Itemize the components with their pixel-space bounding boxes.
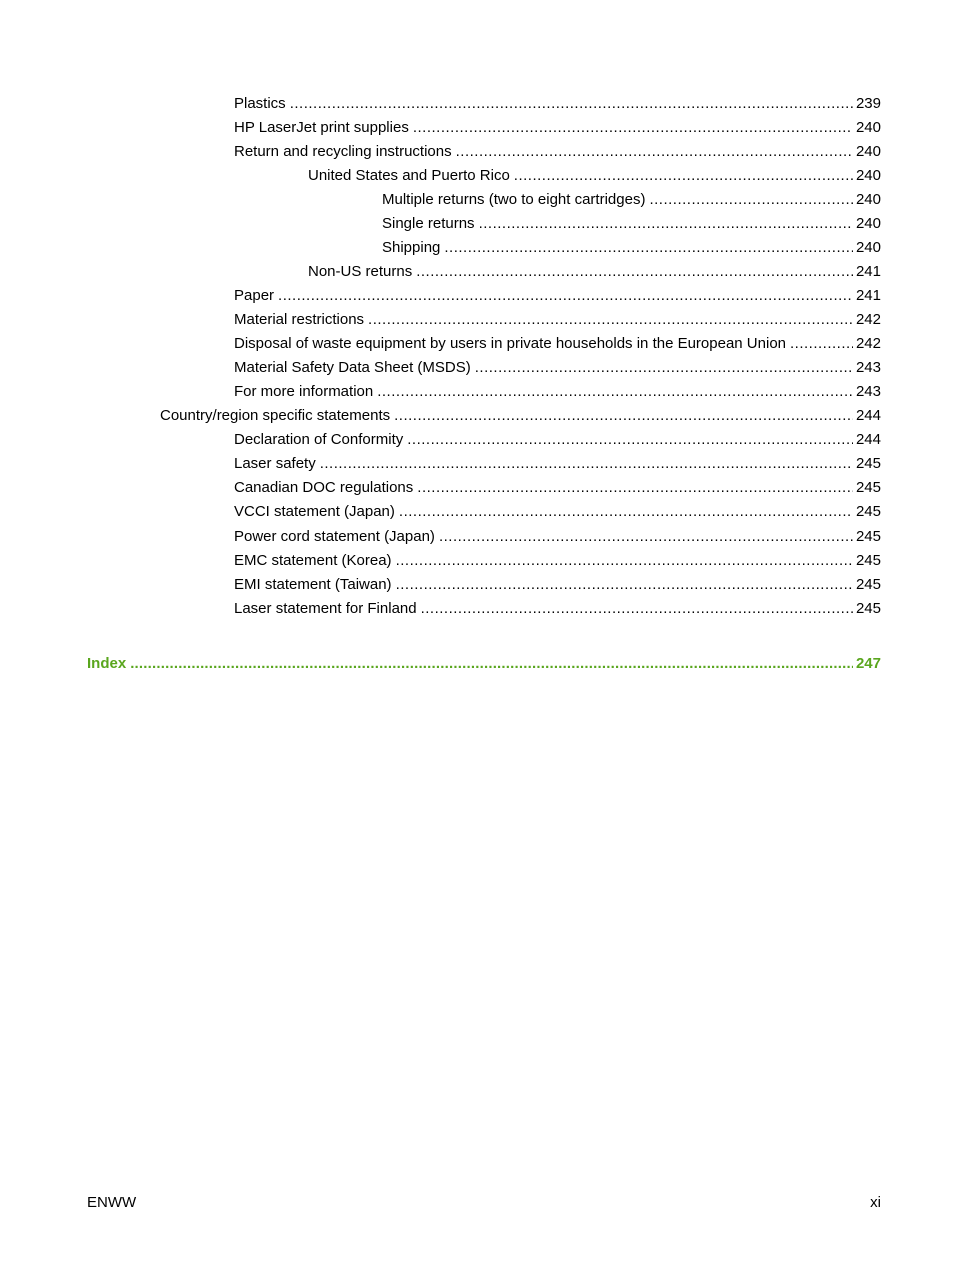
toc-entry[interactable] bbox=[234, 358, 881, 378]
toc-entry[interactable] bbox=[234, 527, 881, 547]
toc-entry-title: Index bbox=[87, 655, 127, 672]
dot-leader bbox=[396, 575, 853, 595]
toc-entry-page: 240 bbox=[855, 143, 881, 160]
dot-leader bbox=[368, 310, 853, 330]
toc-entry-title: Laser statement for Finland bbox=[234, 600, 417, 617]
toc-entry-page: 240 bbox=[855, 239, 881, 256]
toc-entry-title: Power cord statement (Japan) bbox=[234, 528, 435, 545]
toc-entry-page: 240 bbox=[855, 167, 881, 184]
toc-entry-page: 245 bbox=[855, 528, 881, 545]
dot-leader bbox=[456, 142, 853, 162]
toc-entry-title: Return and recycling instructions bbox=[234, 143, 452, 160]
toc-entry-page: 243 bbox=[855, 383, 881, 400]
toc-entry-page: 245 bbox=[855, 552, 881, 569]
toc-entry-title: Laser safety bbox=[234, 455, 316, 472]
toc-entry-title: Disposal of waste equipment by users in private households in the European Union bbox=[234, 335, 786, 352]
dot-leader bbox=[417, 478, 853, 498]
toc-entry-page: 240 bbox=[855, 215, 881, 232]
dot-leader bbox=[479, 214, 853, 234]
toc-entry[interactable] bbox=[234, 478, 881, 498]
toc-entry-title: For more information bbox=[234, 383, 374, 400]
toc-entry[interactable] bbox=[160, 406, 881, 426]
toc-entry-page: 245 bbox=[855, 600, 881, 617]
toc-entry-title: EMI statement (Taiwan) bbox=[234, 576, 392, 593]
footer-page-number: xi bbox=[870, 1194, 881, 1211]
toc-entry-title: Non-US returns bbox=[308, 263, 413, 280]
toc-entry-title: Plastics bbox=[234, 95, 286, 112]
dot-leader bbox=[290, 94, 853, 114]
toc-entry[interactable] bbox=[382, 190, 881, 210]
dot-leader bbox=[475, 358, 853, 378]
dot-leader bbox=[320, 454, 853, 474]
toc-entry-page: 241 bbox=[855, 263, 881, 280]
dot-leader bbox=[394, 406, 853, 426]
dot-leader bbox=[413, 118, 853, 138]
toc-entry-page: 245 bbox=[855, 576, 881, 593]
toc-entry-title: United States and Puerto Rico bbox=[308, 167, 510, 184]
toc-entry[interactable] bbox=[234, 118, 881, 138]
dot-leader bbox=[130, 654, 853, 674]
toc-entry[interactable] bbox=[234, 454, 881, 474]
dot-leader bbox=[396, 551, 853, 571]
toc-entry-title: Material restrictions bbox=[234, 311, 365, 328]
toc-entry-page: 243 bbox=[855, 359, 881, 376]
toc-entry[interactable] bbox=[234, 94, 881, 114]
toc-entry-title: Country/region specific statements bbox=[160, 407, 391, 424]
toc-entry[interactable] bbox=[308, 262, 881, 282]
toc-entry[interactable] bbox=[234, 286, 881, 306]
dot-leader bbox=[439, 527, 853, 547]
dot-leader bbox=[416, 262, 853, 282]
dot-leader bbox=[377, 382, 853, 402]
dot-leader bbox=[407, 430, 853, 450]
toc-entry-page: 242 bbox=[855, 335, 881, 352]
toc-entry-page: 239 bbox=[855, 95, 881, 112]
toc-entry[interactable] bbox=[234, 551, 881, 571]
toc-entry[interactable] bbox=[234, 502, 881, 522]
toc-entry-page: 240 bbox=[855, 119, 881, 136]
dot-leader bbox=[514, 166, 853, 186]
toc-entry-title: Material Safety Data Sheet (MSDS) bbox=[234, 359, 471, 376]
toc-entry-title: Declaration of Conformity bbox=[234, 431, 404, 448]
toc-entry-title: Single returns bbox=[382, 215, 475, 232]
toc-entry-page: 247 bbox=[855, 655, 881, 672]
dot-leader bbox=[278, 286, 853, 306]
footer-doc-code: ENWW bbox=[87, 1194, 137, 1211]
toc-entry[interactable] bbox=[234, 575, 881, 595]
toc-entry-page: 244 bbox=[855, 407, 881, 424]
dot-leader bbox=[444, 238, 853, 258]
dot-leader bbox=[421, 599, 853, 619]
toc-entry-page: 240 bbox=[855, 191, 881, 208]
dot-leader bbox=[399, 502, 853, 522]
toc-entry-title: EMC statement (Korea) bbox=[234, 552, 392, 569]
toc-entry-title: Shipping bbox=[382, 239, 441, 256]
toc-entry[interactable] bbox=[234, 142, 881, 162]
toc-entry-page: 245 bbox=[855, 455, 881, 472]
toc-entry-title: VCCI statement (Japan) bbox=[234, 503, 395, 520]
toc-entry-title: HP LaserJet print supplies bbox=[234, 119, 409, 136]
toc-entry-title: Paper bbox=[234, 287, 275, 304]
toc-entry-page: 245 bbox=[855, 479, 881, 496]
dot-leader bbox=[790, 334, 853, 354]
toc-entry[interactable] bbox=[382, 238, 881, 258]
toc-entry[interactable] bbox=[308, 166, 881, 186]
dot-leader bbox=[649, 190, 853, 210]
toc-entry-page: 244 bbox=[855, 431, 881, 448]
toc-entry-page: 245 bbox=[855, 503, 881, 520]
toc-entry[interactable] bbox=[234, 382, 881, 402]
toc-entry-title: Multiple returns (two to eight cartridges) bbox=[382, 191, 646, 208]
toc-entry-title: Canadian DOC regulations bbox=[234, 479, 414, 496]
toc-entry[interactable] bbox=[234, 599, 881, 619]
toc-entry[interactable] bbox=[234, 334, 881, 354]
toc-entry-page: 242 bbox=[855, 311, 881, 328]
toc-entry-page: 241 bbox=[855, 287, 881, 304]
toc-entry[interactable] bbox=[234, 430, 881, 450]
toc-entry-index[interactable] bbox=[87, 654, 881, 674]
toc-entry[interactable] bbox=[234, 310, 881, 330]
toc-entry[interactable] bbox=[382, 214, 881, 234]
